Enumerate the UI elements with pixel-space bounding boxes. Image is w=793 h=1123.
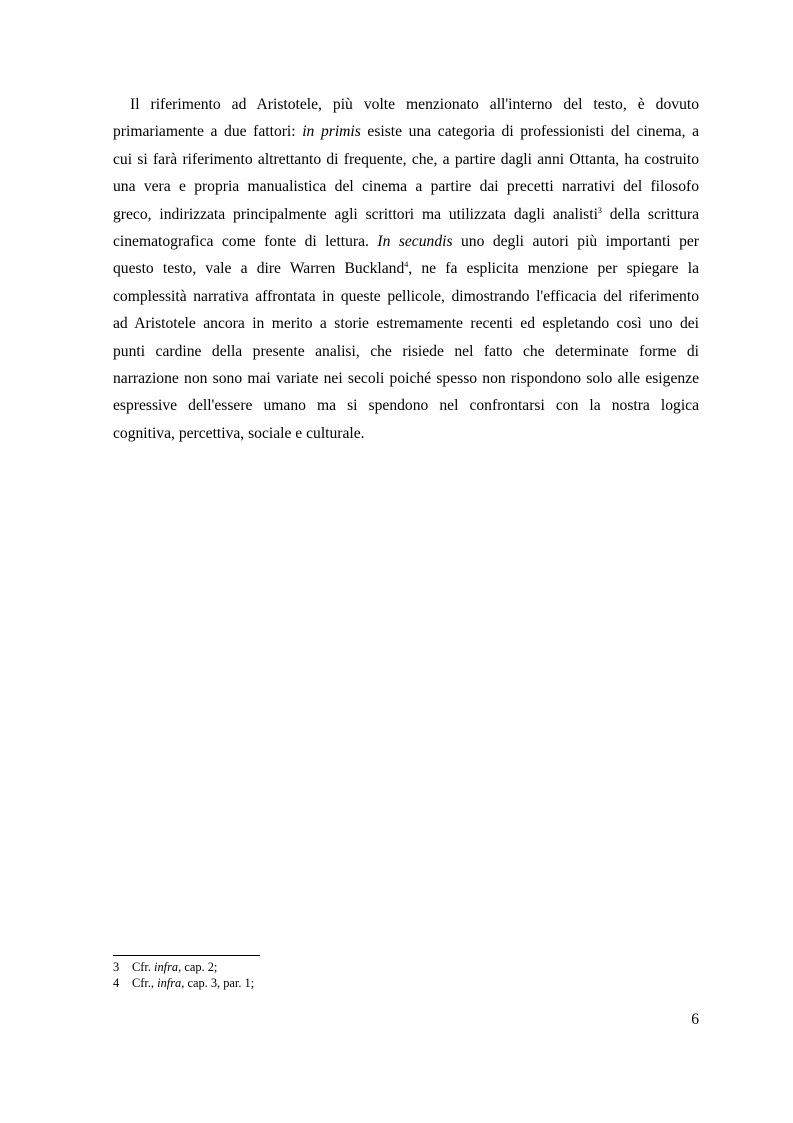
- body-paragraph: [113, 91, 699, 447]
- text-run: esiste una categoria di professionisti del cinema, a: [360, 123, 699, 141]
- text-run: questo testo, vale a dire Warren Buckland: [113, 260, 405, 278]
- footnote-number: 3: [113, 960, 120, 974]
- body-line: [113, 118, 699, 145]
- text-run: ad Aristotele ancora in merito a storie estremamente recenti ed espletando così uno dei: [113, 315, 699, 333]
- text-run: della scrittura: [601, 205, 699, 223]
- text-run: Cfr.,: [132, 975, 158, 990]
- italic-term: infra: [154, 960, 179, 974]
- body-line: [113, 146, 699, 173]
- text-run: , cap. 3, par. 1;: [181, 975, 255, 990]
- body-line: [113, 392, 699, 419]
- body-line: [113, 310, 699, 337]
- body-line: [113, 173, 699, 200]
- body-line: [113, 255, 699, 282]
- body-line: [113, 420, 699, 447]
- footnote: [113, 960, 699, 976]
- text-run: narrazione non sono mai variate nei secoli poiché spesso non rispondono solo alle esigenze: [113, 369, 699, 387]
- text-run: greco, indirizzata principalmente agli scrittori ma utilizzata dagli analisti: [113, 205, 598, 223]
- italic-term: in primis: [302, 123, 361, 141]
- body-line: [113, 228, 699, 255]
- text-run: Il riferimento ad Aristotele, più volte menzionato all'interno del testo, è dovuto: [130, 96, 699, 113]
- page-number: 6: [691, 1011, 699, 1028]
- footnote: [113, 976, 699, 992]
- footnote-separator: [113, 955, 260, 956]
- body-line: [113, 365, 699, 392]
- text-run: cui si farà riferimento altrettanto di frequente, che, a partire dagli anni Ottanta, ha costruito: [113, 150, 699, 168]
- text-run: punti cardine della presente analisi, che risiede nel fatto che determinate forme di: [113, 342, 699, 360]
- text-run: cinematografica come fonte di lettura.: [113, 232, 378, 250]
- body-line: [113, 91, 699, 118]
- text-run: espressive dell'essere umano ma si spendono nel confrontarsi con la nostra logica: [113, 397, 699, 415]
- text-run: Cfr.: [132, 960, 155, 974]
- body-line: [113, 338, 699, 365]
- italic-term: infra: [157, 975, 182, 990]
- text-run: uno degli autori più importanti per: [452, 232, 700, 250]
- italic-term: In secundis: [377, 232, 453, 250]
- body-line: [113, 283, 699, 310]
- text-run: complessità narrativa affrontata in queste pellicole, dimostrando l'efficacia del riferimento: [113, 287, 699, 305]
- footnotes-list: [113, 960, 699, 991]
- footnote-reference: 4: [404, 260, 409, 270]
- footnote-number: 4: [113, 975, 120, 990]
- text-run: , cap. 2;: [178, 960, 218, 974]
- body-line: [113, 201, 699, 228]
- text-run: una vera e propria manualistica del cinema a partire dai precetti narrativi del filosofo: [113, 178, 699, 196]
- text-run: , ne fa esplicita menzione per spiegare la: [408, 260, 699, 278]
- footnote-reference: 3: [597, 205, 602, 215]
- text-run: cognitiva, percettiva, sociale e culturale.: [113, 424, 365, 442]
- text-run: primariamente a due fattori:: [113, 123, 303, 141]
